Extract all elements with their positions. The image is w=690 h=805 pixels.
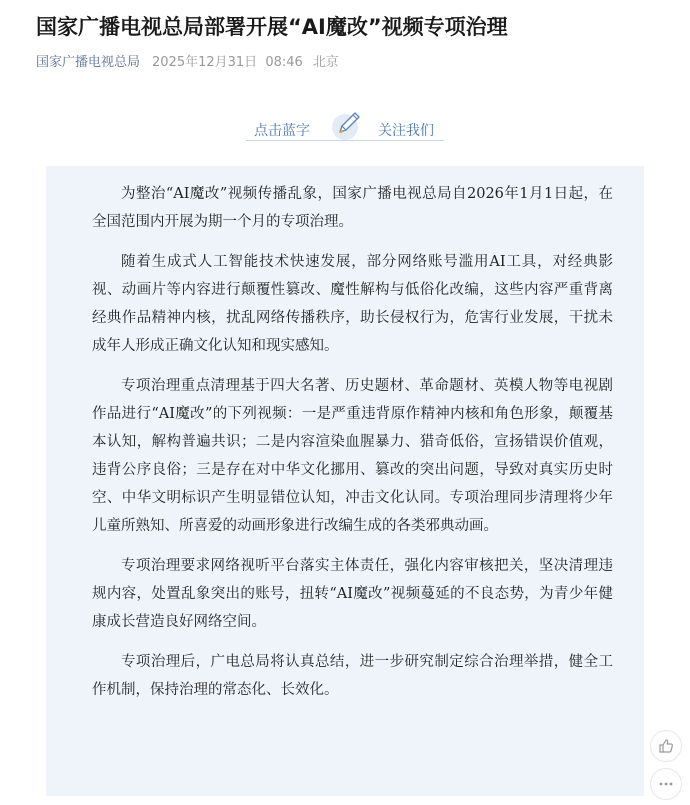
article-meta — [36, 54, 339, 72]
follow-right-text[interactable]: 关注我们 — [378, 123, 434, 139]
account-name-link[interactable]: 国家广播电视总局 — [36, 55, 141, 70]
paragraph: 专项治理后，广电总局将认真总结，进一步研究制定综合治理举措，健全工作机制，保持治理的常态化、长效化。 — [92, 654, 613, 698]
article-body-box — [46, 166, 644, 796]
like-icon — [658, 738, 674, 754]
follow-banner[interactable] — [232, 106, 458, 146]
paragraph: 为整治“AI魔改”视频传播乱象，国家广播电视总局自2026年1月1日起，在全国范围内开展为期一个月的专项治理。 — [92, 186, 613, 230]
follow-left-text[interactable]: 点击蓝字 — [254, 123, 310, 139]
article-body — [92, 180, 613, 716]
publish-location: 北京 — [312, 55, 339, 70]
publish-date: 2025年12月31日 — [152, 55, 258, 70]
pen-icon — [330, 108, 364, 142]
paragraph: 随着生成式人工智能技术快速发展，部分网络账号滥用AI工具，对经典影视、动画片等内容进行颠覆性篡改、魔性解构与低俗化改编，这些内容严重背离经典作品精神内核，扰乱网络传播秩序，助长侵权行为，危害行业发展，干扰未成年人形成正确文化认知和现实感知。 — [92, 254, 613, 354]
article-title: 国家广播电视总局部署开展“AI魔改”视频专项治理 — [36, 15, 508, 39]
more-button[interactable] — [650, 768, 682, 800]
paragraph: 专项治理要求网络视听平台落实主体责任，强化内容审核把关，坚决清理违规内容，处置乱象突出的账号，扭转“AI魔改”视频蔓延的不良态势，为青少年健康成长营造良好网络空间。 — [92, 558, 613, 630]
paragraph: 专项治理重点清理基于四大名著、历史题材、革命题材、英模人物等电视剧作品进行“AI魔改”的下列视频：一是严重违背原作精神内核和角色形象，颠覆基本认知，解构普遍共识；二是内容渲染血腥暴力、猎奇低俗，宣扬错误价值观，违背公序良俗；三是存在对中华文化挪用、篡改的突出问题，导致对真实历史时空、中华文明标识产生明显错位认知，冲击文化认同。专项治理同步清理将少年儿童所熟知、所喜爱的动画形象进行改编生成的各类邪典动画。 — [92, 378, 613, 534]
like-button[interactable] — [650, 730, 682, 762]
publish-time: 08:46 — [265, 55, 303, 70]
more-icon — [658, 776, 674, 792]
